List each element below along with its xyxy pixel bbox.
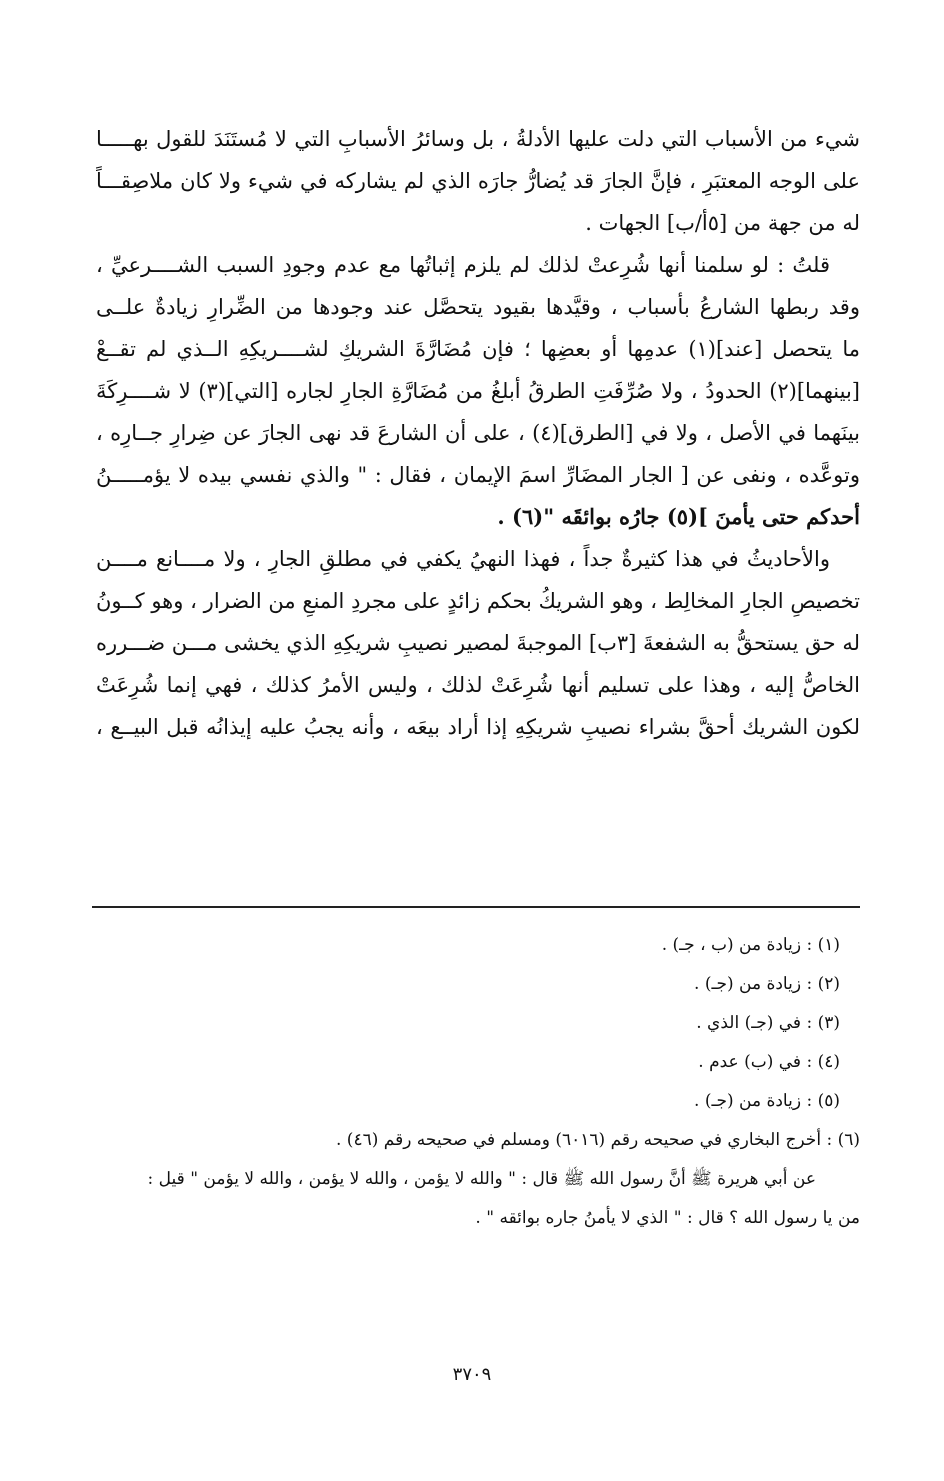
text-line: وقد ربطها الشارعُ بأسباب ، وقيَّدها بقيود يتحصَّل عند وجودها من الضِّرارِ زيادةٌ علــى bbox=[96, 295, 860, 319]
footnote-hadith: عن أبي هريرة ﷺ أنَّ رسول الله ﷺ قال : " والله لا يؤمن ، والله لا يؤمن ، والله لا يؤمن " قيل : bbox=[147, 1169, 816, 1189]
footnote: (١) : زيادة من (ب ، جـ) . bbox=[661, 935, 840, 955]
text-line: وتوعَّده ، ونفى عن [ الجار المضَارِّ اسمَ الإيمان ، فقال : " والذي نفسي بيده لا يؤمـــــنُ bbox=[96, 463, 860, 487]
text-line: له حق يستحقُّ به الشفعةَ [٣ب] الموجبةَ لمصير نصيبِ شريكِهِ الذي يخشى مـــن ضـــرره bbox=[96, 631, 860, 655]
page-number: ٣٧٠٩ bbox=[452, 1364, 492, 1385]
text-line: له من جهة من [٥أ/ب] الجهات . bbox=[585, 211, 860, 235]
footnote: (٢) : زيادة من (جـ) . bbox=[694, 974, 840, 994]
text-line: الخاصُّ إليه ، وهذا على تسليم أنها شُرِعَتْ لذلك ، وليس الأمرُ كذلك ، فهي إنما شُرِعَتْ bbox=[96, 673, 860, 697]
footnotes bbox=[96, 926, 860, 1238]
footnote: (٤) : في (ب) عدم . bbox=[698, 1052, 840, 1072]
text-line: بينَهما في الأصل ، ولا في [الطرق](٤) ، على أن الشارعَ قد نهى الجارَ عن ضِرارِ جــارِه ، bbox=[96, 421, 860, 445]
text-line: والأحاديثُ في هذا كثيرةٌ جداً ، فهذا النهيُ يكفي في مطلقِ الجارِ ، ولا مــــانع مــــن bbox=[96, 547, 830, 571]
text-line: على الوجه المعتبَرِ ، فإنَّ الجارَ قد يُضارُّ جارَه الذي لم يشاركه في شيء ولا كان ملاصِقـــاً bbox=[96, 169, 860, 193]
footnote: (٥) : زيادة من (جـ) . bbox=[694, 1091, 840, 1111]
main-text bbox=[96, 118, 860, 748]
text-line-bold: أحدكم حتى يأمنَ ](٥) جارُه بوائقَه "(٦) . bbox=[497, 504, 860, 529]
text-line: قلتُ : لو سلمنا أنها شُرِعتْ لذلك لم يلزم إثباتُها مع عدم وجودِ السبب الشــــرعيِّ ، bbox=[96, 253, 830, 277]
text-line: تخصيصِ الجارِ المخالِط ، وهو الشريكُ بحكم زائدٍ على مجردِ المنعِ من الضرار ، وهو كــونُ bbox=[96, 589, 860, 613]
footnote-separator bbox=[92, 906, 860, 908]
text-line: [بينهما](٢) الحدودُ ، ولا صُرِّفَتِ الطرقُ أبلغُ من مُضَارَّةِ الجارِ لجاره [التي](٣) لا شــــرِكَةَ bbox=[96, 379, 860, 403]
text-line: لكون الشريك أحقَّ بشراء نصيبِ شريكِهِ إذا أراد بيعَه ، وأنه يجبُ عليه إيذانُه قبل البيــع ، bbox=[96, 715, 860, 739]
footnote: (٣) : في (جـ) الذي . bbox=[696, 1013, 840, 1033]
footnote: (٦) : أخرج البخاري في صحيحه رقم (٦٠١٦) ومسلم في صحيحه رقم (٤٦) . bbox=[336, 1130, 860, 1150]
text-line: شيء من الأسباب التي دلت عليها الأدلةُ ، بل وسائرُ الأسبابِ التي لا مُستَنَدَ للقول بهـــــا bbox=[96, 127, 860, 151]
text-line: ما يتحصل [عند](١) عدمِها أو بعضِها ؛ فإن مُضَارَّةَ الشريكِ لشــــريكِهِ الــذي لم تقــعْ bbox=[96, 337, 860, 361]
footnote-hadith-cont: من يا رسول الله ؟ قال : " الذي لا يأمنُ جاره بوائقه " . bbox=[475, 1208, 860, 1228]
